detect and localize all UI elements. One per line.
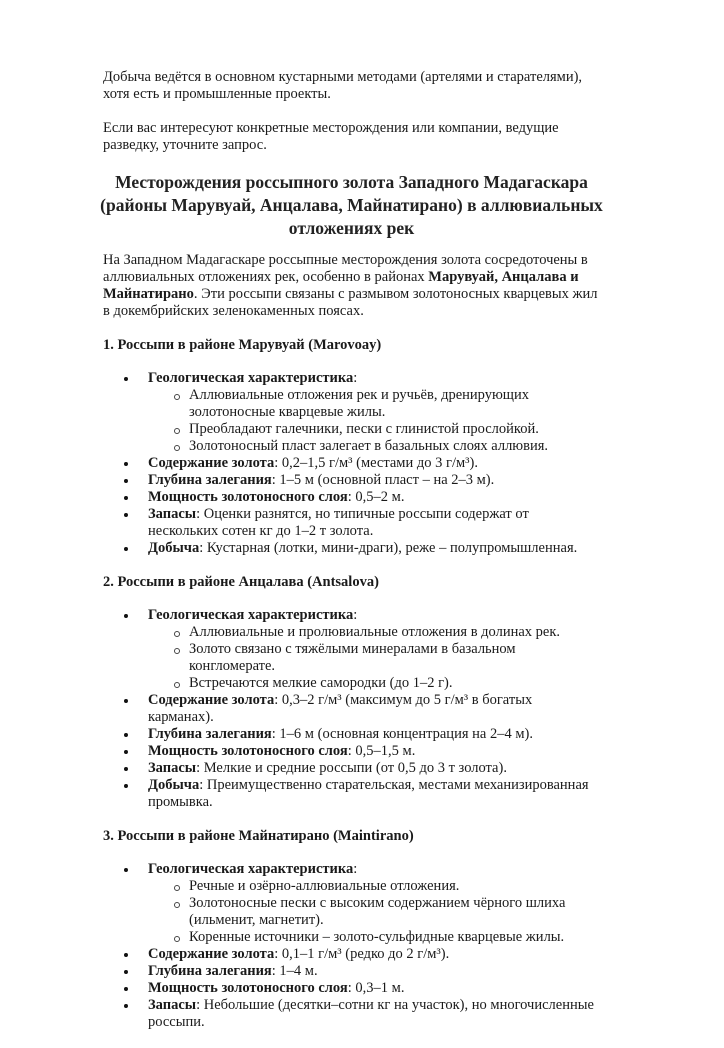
list-item-geology <box>148 861 600 946</box>
list-item-geology <box>148 607 600 692</box>
item-label: Запасы <box>148 997 197 1013</box>
colon: : <box>353 861 358 877</box>
intro-paragraph: Добыча ведётся в основном кустарными методами (артелями и старателями), хотя есть и промышленные проекты. <box>103 69 583 102</box>
lead-text: На Западном Мадагаскаре россыпные месторождения золота сосредоточены в аллювиальных отложениях рек, особенно в районах <box>103 252 588 285</box>
document-title: Месторождения россыпного золота Западного Мадагаскара (районы Марувуай, Анцалава, Майнатирано) в аллювиальных отложениях рек <box>100 172 603 238</box>
list-item <box>148 946 600 963</box>
section-heading: 2. Россыпи в районе Анцалава (Antsalova) <box>103 574 379 590</box>
item-label: Мощность золотоносного слоя <box>148 980 348 996</box>
list-item <box>148 506 600 540</box>
list-item <box>148 777 600 811</box>
section-list <box>103 607 600 811</box>
item-label: Мощность золотоносного слоя <box>148 743 348 759</box>
lead-paragraph <box>103 252 600 320</box>
sub-list-item: Золотоносные пески с высоким содержанием чёрного шлиха (ильменит, магнетит). <box>189 895 600 929</box>
item-label: Добыча <box>148 540 200 556</box>
sub-list-item: Коренные источники – золото-сульфидные кварцевые жилы. <box>189 929 600 946</box>
colon: : <box>353 370 358 386</box>
item-text: : 1–4 м. <box>271 963 318 979</box>
sub-list-item: Преобладают галечники, пески с глинистой прослойкой. <box>189 421 600 438</box>
item-label: Содержание золота <box>148 455 275 471</box>
item-text: : Преимущественно старательская, местами механизированная промывка. <box>148 777 589 810</box>
item-label: Содержание золота <box>148 946 275 962</box>
list-item <box>148 743 600 760</box>
lead-bold: Марувуай, Анцалава и Майнатирано <box>103 269 579 302</box>
list-item <box>148 489 600 506</box>
item-text: : 0,1–1 г/м³ (редко до 2 г/м³). <box>274 946 450 962</box>
sub-list-item: Аллювиальные отложения рек и ручьёв, дренирующих золотоносные кварцевые жилы. <box>189 387 600 421</box>
item-text: : 0,3–2 г/м³ (максимум до 5 г/м³ в богатых карманах). <box>148 692 533 725</box>
item-label: Геологическая характеристика <box>148 370 354 386</box>
item-text: : Небольшие (десятки–сотни кг на участок), но многочисленные россыпи. <box>148 997 594 1030</box>
item-text: : 1–5 м (основной пласт – на 2–3 м). <box>271 472 495 488</box>
section-list <box>103 861 600 1031</box>
item-label: Глубина залегания <box>148 963 272 979</box>
sub-list-item: Аллювиальные и пролювиальные отложения в долинах рек. <box>189 624 600 641</box>
sub-list <box>148 387 600 455</box>
item-text: : 0,5–2 м. <box>347 489 405 505</box>
list-item <box>148 980 600 997</box>
list-item-geology <box>148 370 600 455</box>
section-heading: 3. Россыпи в районе Майнатирано (Maintirano) <box>103 828 414 844</box>
item-text: : Оценки разнятся, но типичные россыпи содержат от нескольких сотен кг до 1–2 т золота. <box>148 506 529 539</box>
item-label: Добыча <box>148 777 200 793</box>
colon: : <box>353 607 358 623</box>
item-label: Мощность золотоносного слоя <box>148 489 348 505</box>
sub-list-item: Встречаются мелкие самородки (до 1–2 г). <box>189 675 600 692</box>
list-item <box>148 692 600 726</box>
sub-list-item: Золото связано с тяжёлыми минералами в базальном конгломерате. <box>189 641 600 675</box>
sub-list <box>148 624 600 692</box>
item-label: Геологическая характеристика <box>148 861 354 877</box>
sub-list-item: Золотоносный пласт залегает в базальных слоях аллювия. <box>189 438 600 455</box>
item-text: : Кустарная (лотки, мини-драги), реже – полупромышленная. <box>199 540 578 556</box>
list-item <box>148 540 600 557</box>
item-label: Геологическая характеристика <box>148 607 354 623</box>
sections <box>103 337 600 1031</box>
list-item <box>148 472 600 489</box>
list-item <box>148 760 600 777</box>
item-label: Запасы <box>148 506 197 522</box>
item-label: Глубина залегания <box>148 472 272 488</box>
item-text: : Мелкие и средние россыпи (от 0,5 до 3 т золота). <box>196 760 507 776</box>
item-text: : 0,5–1,5 м. <box>347 743 416 759</box>
item-label: Содержание золота <box>148 692 275 708</box>
section-list <box>103 370 600 557</box>
document-page <box>100 69 603 1048</box>
sub-list-item: Речные и озёрно-аллювиальные отложения. <box>189 878 600 895</box>
intro-paragraph: Если вас интересуют конкретные месторождения или компании, ведущие разведку, уточните запрос. <box>103 120 559 153</box>
item-text: : 0,2–1,5 г/м³ (местами до 3 г/м³). <box>274 455 478 471</box>
list-item <box>148 455 600 472</box>
item-text: : 0,3–1 м. <box>347 980 405 996</box>
lead-text: . Эти россыпи связаны с размывом золотоносных кварцевых жил в докембрийских зеленокаменных поясах. <box>103 286 598 319</box>
item-text: : 1–6 м (основная концентрация на 2–4 м). <box>271 726 533 742</box>
sub-list <box>148 878 600 946</box>
section-heading: 1. Россыпи в районе Марувуай (Marovoay) <box>103 337 382 353</box>
item-label: Глубина залегания <box>148 726 272 742</box>
list-item <box>148 997 600 1031</box>
list-item <box>148 726 600 743</box>
list-item <box>148 963 600 980</box>
item-label: Запасы <box>148 760 197 776</box>
